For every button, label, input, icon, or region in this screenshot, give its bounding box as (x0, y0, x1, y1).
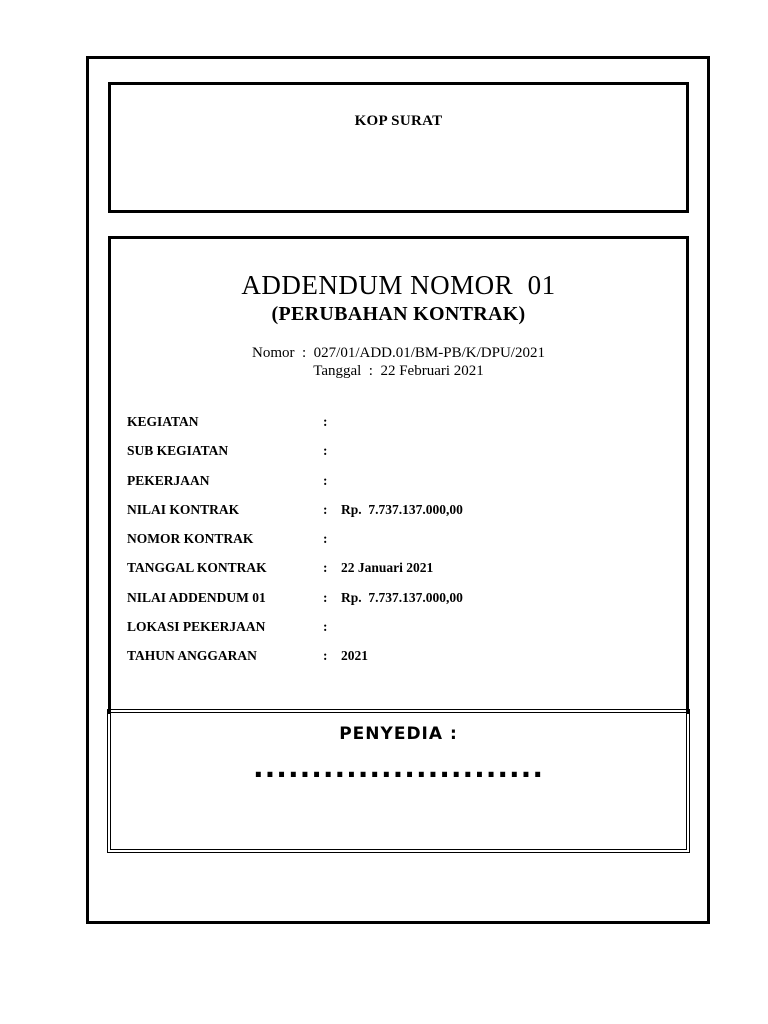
penyedia-name-placeholder: ......................... (253, 751, 544, 784)
field-value: 2021 (341, 648, 368, 664)
field-colon: : (323, 414, 328, 429)
field-colon: : (323, 531, 328, 547)
field-label: SUB KEGIATAN (127, 443, 229, 459)
field-colon: : (323, 619, 328, 635)
field-row-nomor-kontrak (127, 531, 667, 560)
field-colon: : (323, 648, 328, 664)
field-colon: : (323, 501, 328, 517)
field-colon: : (323, 589, 328, 605)
field-row-tanggal-kontrak (127, 560, 667, 589)
kop-surat-box (108, 82, 689, 213)
field-label: TAHUN ANGGARAN (127, 648, 257, 664)
field-row-pekerjaan (127, 473, 667, 502)
penyedia-inner-border (110, 712, 687, 850)
field-row-nilai-addendum (127, 590, 667, 619)
field-value: Rp. 7.737.137.000,00 (341, 501, 463, 517)
field-row-lokasi-pekerjaan (127, 619, 667, 648)
penyedia-box (107, 709, 690, 853)
field-label: NILAI KONTRAK (127, 501, 240, 517)
contract-fields (127, 414, 667, 678)
field-label: NILAI ADDENDUM 01 (127, 589, 266, 605)
field-row-tahun-anggaran (127, 648, 667, 677)
field-row-nilai-kontrak (127, 502, 667, 531)
field-row-kegiatan (127, 414, 667, 443)
field-row-sub-kegiatan (127, 443, 667, 472)
document-title: ADDENDUM NOMOR 01 (241, 270, 556, 300)
field-label: LOKASI PEKERJAAN (127, 619, 266, 635)
nomor-line: Nomor : 027/01/ADD.01/BM-PB/K/DPU/2021 (252, 345, 545, 361)
field-colon: : (323, 443, 328, 459)
field-label: NOMOR KONTRAK (127, 531, 254, 547)
document-subtitle: (PERUBAHAN KONTRAK) (271, 303, 526, 325)
kop-surat-label: KOP SURAT (354, 113, 443, 129)
field-value: Rp. 7.737.137.000,00 (341, 589, 463, 605)
field-colon: : (323, 472, 328, 488)
field-label: TANGGAL KONTRAK (127, 560, 267, 576)
addendum-main-box (108, 236, 689, 714)
field-label: PEKERJAAN (127, 472, 210, 488)
field-value: 22 Januari 2021 (341, 560, 434, 576)
field-colon: : (323, 560, 328, 576)
penyedia-label: PENYEDIA : (339, 724, 458, 744)
tanggal-line: Tanggal : 22 Februari 2021 (313, 363, 484, 379)
field-label: KEGIATAN (127, 414, 199, 429)
